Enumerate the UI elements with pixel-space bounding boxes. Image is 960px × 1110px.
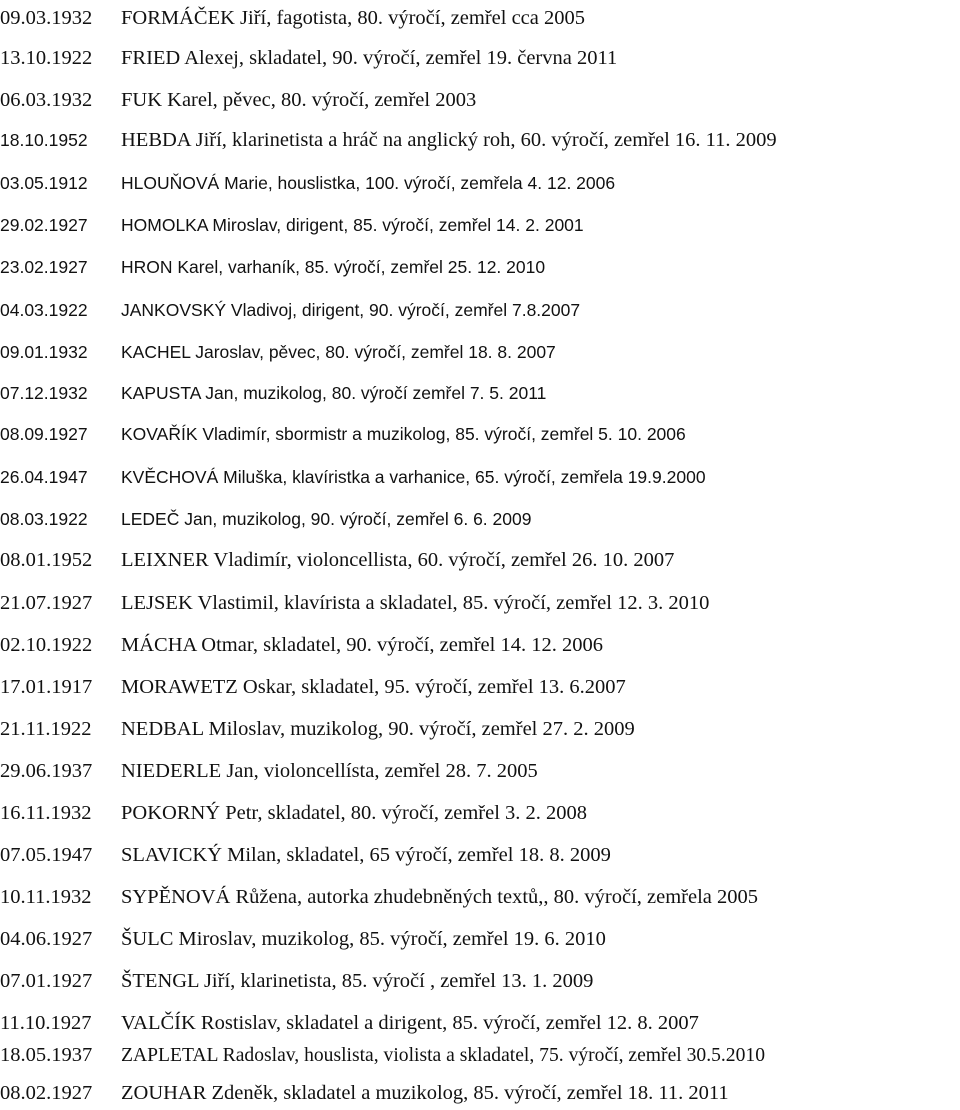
entry-text: FORMÁČEK Jiří, fagotista, 80. výročí, zemřel cca 2005	[121, 7, 586, 29]
entry-text: KOVAŘÍK Vladimír, sbormistr a muzikolog, 85. výročí, zemřel 5. 10. 2006	[121, 424, 686, 444]
list-item	[0, 1081, 729, 1105]
entry-date: 29.02.1927	[0, 215, 88, 235]
list-item	[0, 507, 531, 531]
entry-text: LEJSEK Vlastimil, klavírista a skladatel, 85. výročí, zemřel 12. 3. 2010	[121, 592, 710, 614]
entry-text: JANKOVSKÝ Vladivoj, dirigent, 90. výročí, zemřel 7.8.2007	[121, 300, 581, 320]
entry-date: 08.03.1922	[0, 509, 88, 529]
entry-date: 07.12.1932	[0, 383, 88, 403]
entry-date: 08.02.1927	[0, 1082, 93, 1104]
list-item	[0, 633, 603, 657]
entry-text: ŠTENGL Jiří, klarinetista, 85. výročí , zemřel 13. 1. 2009	[121, 970, 594, 992]
entry-date: 04.03.1922	[0, 300, 88, 320]
entry-text: ZOUHAR Zdeněk, skladatel a muzikolog, 85. výročí, zemřel 18. 11. 2011	[121, 1082, 729, 1104]
list-item	[0, 171, 615, 195]
entry-date: 23.02.1927	[0, 257, 88, 277]
list-item	[0, 801, 587, 825]
entry-text: POKORNÝ Petr, skladatel, 80. výročí, zemřel 3. 2. 2008	[121, 802, 588, 824]
entry-text: KAPUSTA Jan, muzikolog, 80. výročí zemřel 7. 5. 2011	[121, 383, 547, 403]
list-item	[0, 255, 545, 279]
entry-text: VALČÍK Rostislav, skladatel a dirigent, 85. výročí, zemřel 12. 8. 2007	[121, 1012, 699, 1034]
entry-date: 08.09.1927	[0, 424, 88, 444]
entry-date: 18.10.1952	[0, 130, 88, 150]
entry-date: 08.01.1952	[0, 549, 93, 571]
list-item	[0, 6, 585, 30]
list-item	[0, 927, 606, 951]
entry-text: LEIXNER Vladimír, violoncellista, 60. výročí, zemřel 26. 10. 2007	[121, 549, 675, 571]
entry-date: 21.11.1922	[0, 718, 92, 740]
entry-date: 09.01.1932	[0, 342, 88, 362]
list-item	[0, 128, 777, 152]
entry-text: SYPĚNOVÁ Růžena, autorka zhudebněných textů,, 80. výročí, zemřela 2005	[121, 886, 759, 908]
list-item	[0, 88, 476, 112]
entry-date: 06.03.1932	[0, 89, 93, 111]
list-item	[0, 717, 635, 741]
list-item	[0, 1043, 765, 1068]
entry-text: NIEDERLE Jan, violoncellísta, zemřel 28. 7. 2005	[121, 760, 538, 782]
entry-text: ZAPLETAL Radoslav, houslista, violista a skladatel, 75. výročí, zemřel 30.5.2010	[121, 1045, 765, 1066]
entry-date: 18.05.1937	[0, 1044, 93, 1066]
entry-date: 04.06.1927	[0, 928, 93, 950]
list-item	[0, 213, 584, 237]
entry-text: FUK Karel, pěvec, 80. výročí, zemřel 2003	[121, 89, 477, 111]
entry-text: SLAVICKÝ Milan, skladatel, 65 výročí, zemřel 18. 8. 2009	[121, 844, 611, 866]
entry-date: 07.05.1947	[0, 844, 93, 866]
list-item	[0, 1011, 699, 1035]
list-item	[0, 340, 556, 364]
list-item	[0, 298, 580, 322]
entry-text: MORAWETZ Oskar, skladatel, 95. výročí, zemřel 13. 6.2007	[121, 676, 626, 698]
list-item	[0, 675, 626, 699]
entry-text: KACHEL Jaroslav, pěvec, 80. výročí, zemřel 18. 8. 2007	[121, 342, 556, 362]
list-item	[0, 381, 546, 405]
entry-date: 10.11.1932	[0, 886, 92, 908]
list-item	[0, 885, 758, 909]
entry-date: 17.01.1917	[0, 676, 93, 698]
list-item	[0, 422, 686, 446]
entry-text: KVĚCHOVÁ Miluška, klavíristka a varhanice, 65. výročí, zemřela 19.9.2000	[121, 467, 706, 487]
entry-date: 03.05.1912	[0, 173, 88, 193]
entry-text: FRIED Alexej, skladatel, 90. výročí, zemřel 19. června 2011	[121, 47, 618, 69]
entry-text: HLOUŇOVÁ Marie, houslistka, 100. výročí, zemřela 4. 12. 2006	[121, 173, 616, 193]
entry-date: 21.07.1927	[0, 592, 93, 614]
entry-date: 09.03.1932	[0, 7, 93, 29]
list-item	[0, 591, 709, 615]
entry-text: ŠULC Miroslav, muzikolog, 85. výročí, zemřel 19. 6. 2010	[121, 928, 606, 950]
entry-date: 11.10.1927	[0, 1012, 92, 1034]
entry-date: 29.06.1937	[0, 760, 93, 782]
entry-text: LEDEČ Jan, muzikolog, 90. výročí, zemřel 6. 6. 2009	[121, 509, 532, 529]
list-item	[0, 46, 617, 70]
list-item	[0, 465, 706, 489]
entry-date: 02.10.1922	[0, 634, 93, 656]
entry-date: 13.10.1922	[0, 47, 93, 69]
entry-date: 07.01.1927	[0, 970, 93, 992]
list-item	[0, 843, 611, 867]
entry-text: HEBDA Jiří, klarinetista a hráč na anglický roh, 60. výročí, zemřel 16. 11. 2009	[121, 129, 777, 151]
entry-text: HRON Karel, varhaník, 85. výročí, zemřel 25. 12. 2010	[121, 257, 546, 277]
list-item	[0, 759, 538, 783]
entry-text: MÁCHA Otmar, skladatel, 90. výročí, zemřel 14. 12. 2006	[121, 634, 603, 656]
entry-text: NEDBAL Miloslav, muzikolog, 90. výročí, zemřel 27. 2. 2009	[121, 718, 635, 740]
list-item	[0, 548, 674, 572]
entry-date: 16.11.1932	[0, 802, 92, 824]
entry-text: HOMOLKA Miroslav, dirigent, 85. výročí, zemřel 14. 2. 2001	[121, 215, 584, 235]
list-item	[0, 969, 593, 993]
entry-date: 26.04.1947	[0, 467, 88, 487]
